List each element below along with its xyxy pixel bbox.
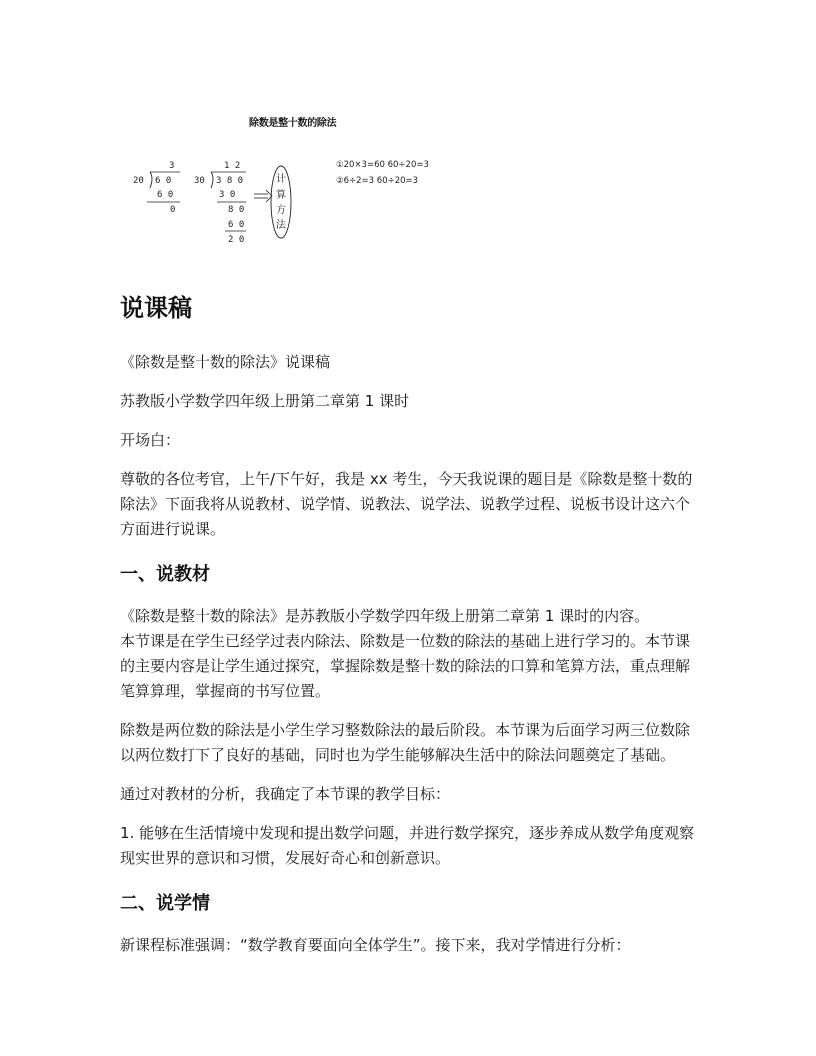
opening-label: 开场白： [120, 431, 181, 449]
section1-paragraph-1 [120, 604, 700, 704]
textbook-info: 苏教版小学数学四年级上册第二章第 1 课时 [120, 392, 410, 410]
div1-bracket [150, 172, 152, 188]
doc-title: 说课稿 [120, 294, 192, 322]
method-line-1: ①20×3=60 60÷20=3 [336, 160, 429, 170]
double-arrow-icon [254, 190, 272, 202]
oval-char-4: 法 [276, 220, 286, 231]
div2-remainder: 2 0 [228, 235, 245, 245]
div2-quotient: 1 2 [224, 161, 241, 171]
div1-divisor: 20 [133, 176, 144, 186]
division-figure [120, 150, 460, 250]
section2-paragraph-1: 新课程标准强调：“数学教育要面向全体学生”。接下来，我对学情进行分析： [120, 936, 631, 954]
document-body [120, 290, 700, 972]
section2-heading: 二、说学情 [120, 893, 210, 914]
section1-paragraph-1a: 《除数是整十数的除法》是苏教版小学数学四年级上册第二章第 1 课时的内容。 [120, 607, 650, 625]
div1-dividend: 6 0 [155, 176, 172, 186]
div2-dividend: 3 8 0 [216, 176, 244, 186]
figure-title: 除数是整十数的除法 [249, 118, 337, 129]
section1-paragraph-1b: 本节课是在学生已经学过表内除法、除数是一位数的除法的基础上进行学习的。本节课的主要内容是让学生通过探究，掌握除数是整十数的除法的口算和笔算方法，重点理解笔算算理，掌握商的书写位置。 [120, 632, 691, 700]
div1-product: 6 0 [157, 190, 174, 200]
oval-char-2: 算 [276, 190, 286, 201]
oval-char-1: 计 [276, 174, 286, 185]
div2-step1: 3 0 [219, 190, 236, 200]
div2-step2: 8 0 [228, 205, 245, 215]
section1-heading: 一、说教材 [120, 564, 210, 585]
div1-quotient: 3 [169, 161, 175, 171]
opening-paragraph: 尊敬的各位考官，上午/下午好，我是 xx 考生，今天我说课的题目是《除数是整十数的除法》下面我将从说教材、说学情、说教法、说学法、说教学过程、说板书设计这六个方面进行说课。 [120, 470, 693, 538]
method-line-2: ②6÷2=3 60÷20=3 [336, 176, 419, 186]
div2-bracket [211, 172, 213, 188]
section1-paragraph-3: 通过对教材的分析，我确定了本节课的教学目标： [120, 785, 451, 803]
div2-divisor: 30 [194, 176, 205, 186]
div2-step3: 6 0 [228, 220, 245, 230]
div1-remainder: 0 [170, 205, 176, 215]
oval-char-3: 方 [276, 205, 286, 216]
section1-paragraph-2: 除数是两位数的除法是小学生学习整数除法的最后阶段。本节课为后面学习两三位数除以两位数打下了良好的基础，同时也为学生能够解决生活中的除法问题奠定了基础。 [120, 721, 691, 764]
doc-subtitle: 《除数是整十数的除法》说课稿 [120, 353, 331, 371]
section1-paragraph-4: 1. 能够在生活情境中发现和提出数学问题，并进行数学探究，逐步养成从数学角度观察现实世界的意识和习惯，发展好奇心和创新意识。 [120, 824, 695, 867]
